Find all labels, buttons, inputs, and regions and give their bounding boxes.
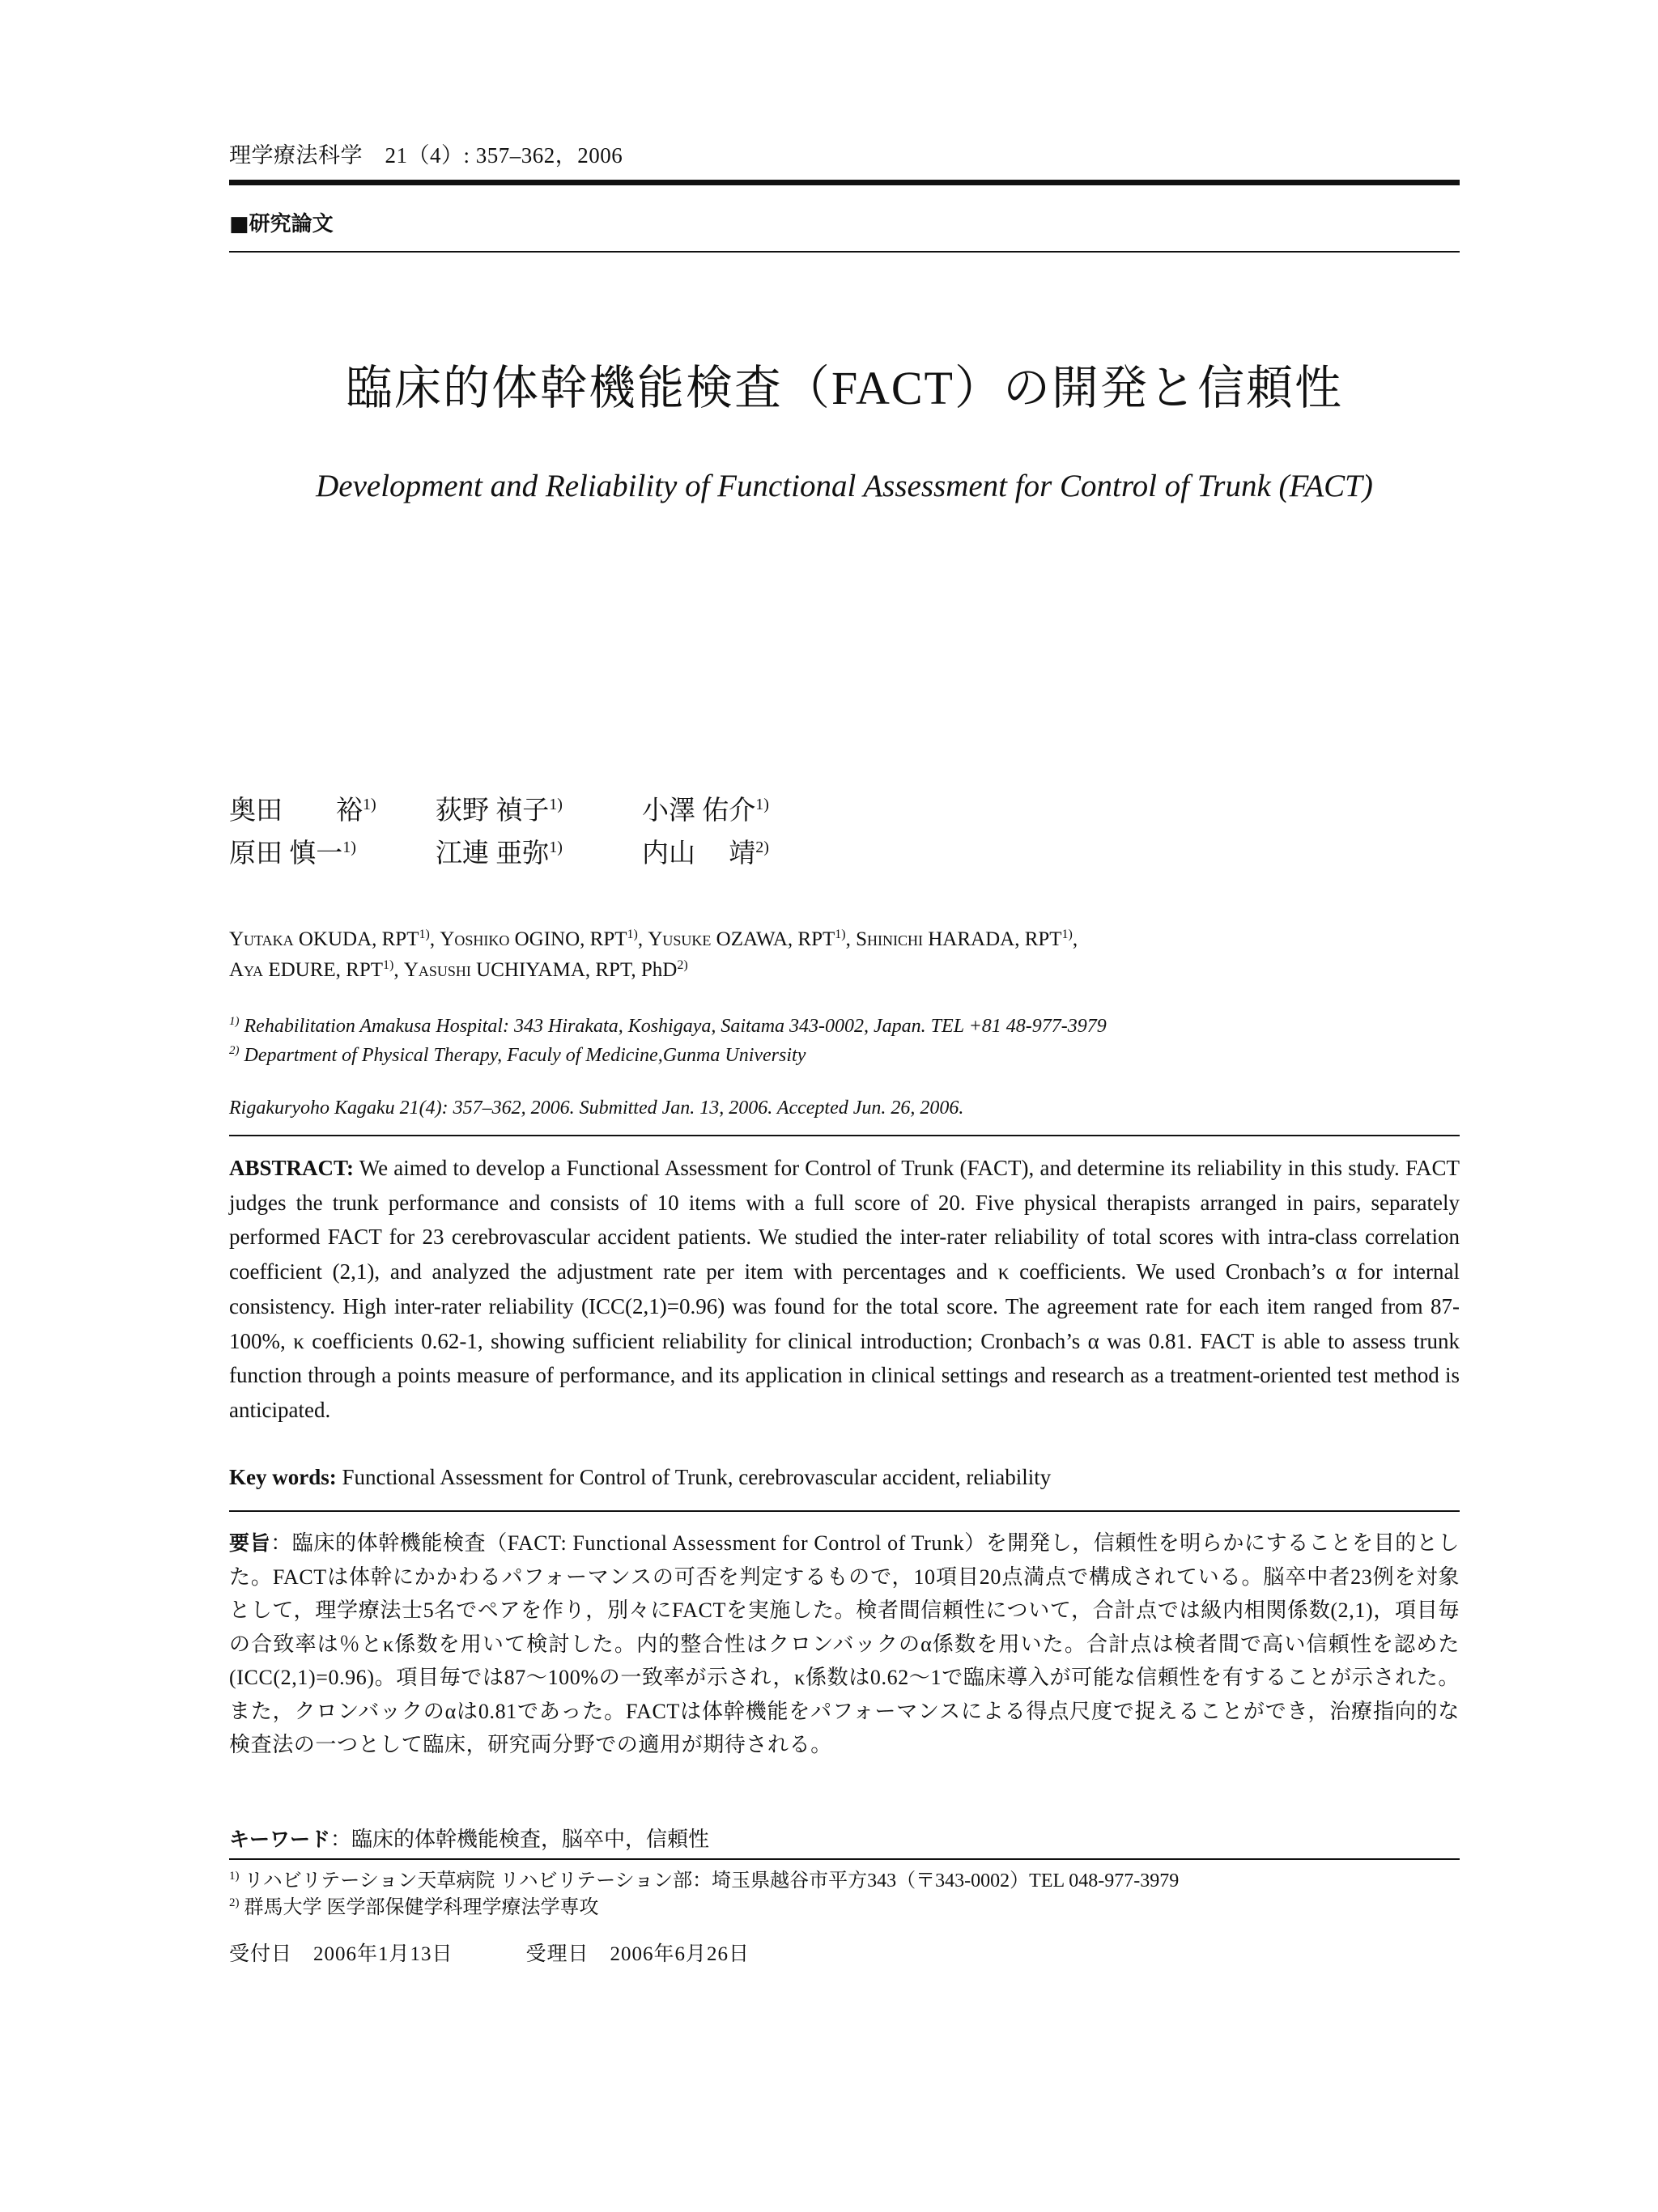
affiliation-item: $^{2)}$ 群馬大学 医学部保健学科理学療法学専攻	[229, 1896, 599, 1918]
author-row	[229, 790, 1460, 833]
affiliation-item: $^{2)}$ Department of Physical Therapy, Faculy of Medicine,Gunma University	[229, 1044, 806, 1066]
author-name: 荻野 禎子$^{1)}$	[436, 796, 563, 826]
article-type-label: ■研究論文	[229, 212, 334, 236]
affiliation-item: $^{1)}$ リハビリテーション天草病院 リハビリテーション部：埼玉県越谷市平方343（〒343-0002）TEL 048-977-3979	[229, 1870, 1180, 1891]
title-english: Development and Reliability of Functional Assessment for Control of Trunk (FACT)	[316, 469, 1373, 503]
authors-english: Yutaka OKUDA, RPT$^{1)}$, Yoshiko OGINO, RPT$^{1)}$, Yusuke OZAWA, RPT$^{1)}$, Shinichi HARADA, RPT$^{1)}$, Aya EDURE, RPT$^{1)}$, Yasushi UCHIYAMA, RPT, PhD$^{2)}$	[229, 928, 1078, 981]
header-rule-thin	[229, 251, 1460, 253]
author-name: 原田 慎一$^{1)}$	[229, 839, 356, 868]
summary-label: 要旨	[229, 1531, 271, 1555]
submission-dates	[229, 1938, 1460, 1967]
header-rule-thick	[229, 180, 1460, 185]
keywords-label: Key words:	[229, 1465, 337, 1489]
summary-japanese	[229, 1526, 1460, 1762]
keywords-japanese: キーワード：臨床的体幹機能検査，脳卒中，信頼性	[229, 1828, 710, 1851]
journal-citation: 理学療法科学 21（4）: 357–362，2006	[229, 143, 623, 168]
summary-bottom-rule	[229, 1858, 1460, 1860]
abstract-text: We aimed to develop a Functional Assessment for Control of Trunk (FACT), and determine its reliability in this study. FACT judges the trunk performance and consists of 10 items with a full score of 20. Five physical therapists arranged in pairs, separately performed FACT for 23 cerebrovascular accident patients. We studied the inter-rater reliability of total scores with intra-class correlation coefficient (2,1), and analyzed the adjustment rate per item with percentages and κ coefficients. We used Cronbach’s α for internal consistency. High inter-rater reliability (ICC(2,1)=0.96) was found for the total score. The agreement rate for each item ranged from 87-100%, κ coefficients 0.62-1, showing sufficient reliability for clinical introduction; Cronbach’s α was 0.81. FACT is able to assess trunk function through a points measure of performance, and its application in clinical settings and research as a treatment-oriented test method is anticipated.	[229, 1156, 1460, 1422]
received-date: 受付日 2006年1月13日	[229, 1943, 453, 1965]
author-row	[229, 833, 1460, 876]
author-name: 奥田 裕$^{1)}$	[229, 796, 376, 826]
author-name: 江連 亜弥$^{1)}$	[436, 839, 563, 868]
affiliations-english	[229, 1012, 1460, 1070]
title-japanese: 臨床的体幹機能検査（FACT）の開発と信頼性	[346, 362, 1343, 414]
abstract-bottom-rule	[229, 1510, 1460, 1512]
keywords-english: Key words: Functional Assessment for Control of Trunk, cerebrovascular accident, reliability	[229, 1465, 1052, 1489]
author-name: 小澤 佑介$^{1)}$	[642, 796, 769, 826]
abstract-label: ABSTRACT:	[229, 1156, 355, 1180]
authors-japanese	[229, 790, 1460, 876]
abstract	[229, 1151, 1460, 1428]
abstract-top-rule	[229, 1135, 1460, 1136]
summary-text: ：臨床的体幹機能検査（FACT: Functional Assessment for Control of Trunk）を開発し，信頼性を明らかにすることを目的とした。FACTは体幹にかかわるパフォーマンスの可否を判定するもので，10項目20点満点で構成されている。脳卒中者23例を対象として，理学療法士5名でペアを作り，別々にFACTを実施した。検者間信頼性について，合計点では級内相関係数(2,1)，項目毎の合致率は％とκ係数を用いて検討した。内的整合性はクロンバックのα係数を用いた。合計点は検者間で高い信頼性を認めた(ICC(2,1)=0.96)。項目毎では87～100%の一致率が示され，κ係数は0.62～1で臨床導入が可能な信頼性を有することが示された。また，クロンバックのαは0.81であった。FACTは体幹機能をパフォーマンスによる得点尺度で捉えることができ，治療指向的な検査法の一つとして臨床，研究両分野での適用が期待される。	[229, 1531, 1460, 1756]
accepted-date: 受理日 2006年6月26日	[525, 1943, 750, 1965]
citation-english: Rigakuryoho Kagaku 21(4): 357–362, 2006. Submitted Jan. 13, 2006. Accepted Jun. 26, 2006.	[229, 1098, 964, 1119]
author-name: 内山 靖$^{2)}$	[642, 839, 769, 868]
affiliation-item: $^{1)}$ Rehabilitation Amakusa Hospital: 343 Hirakata, Koshigaya, Saitama 343-0002, Japan. TEL +81 48-977-3979	[229, 1015, 1107, 1037]
keywords-ja-label: キーワード	[229, 1828, 331, 1851]
affiliations-japanese	[229, 1868, 1460, 1921]
